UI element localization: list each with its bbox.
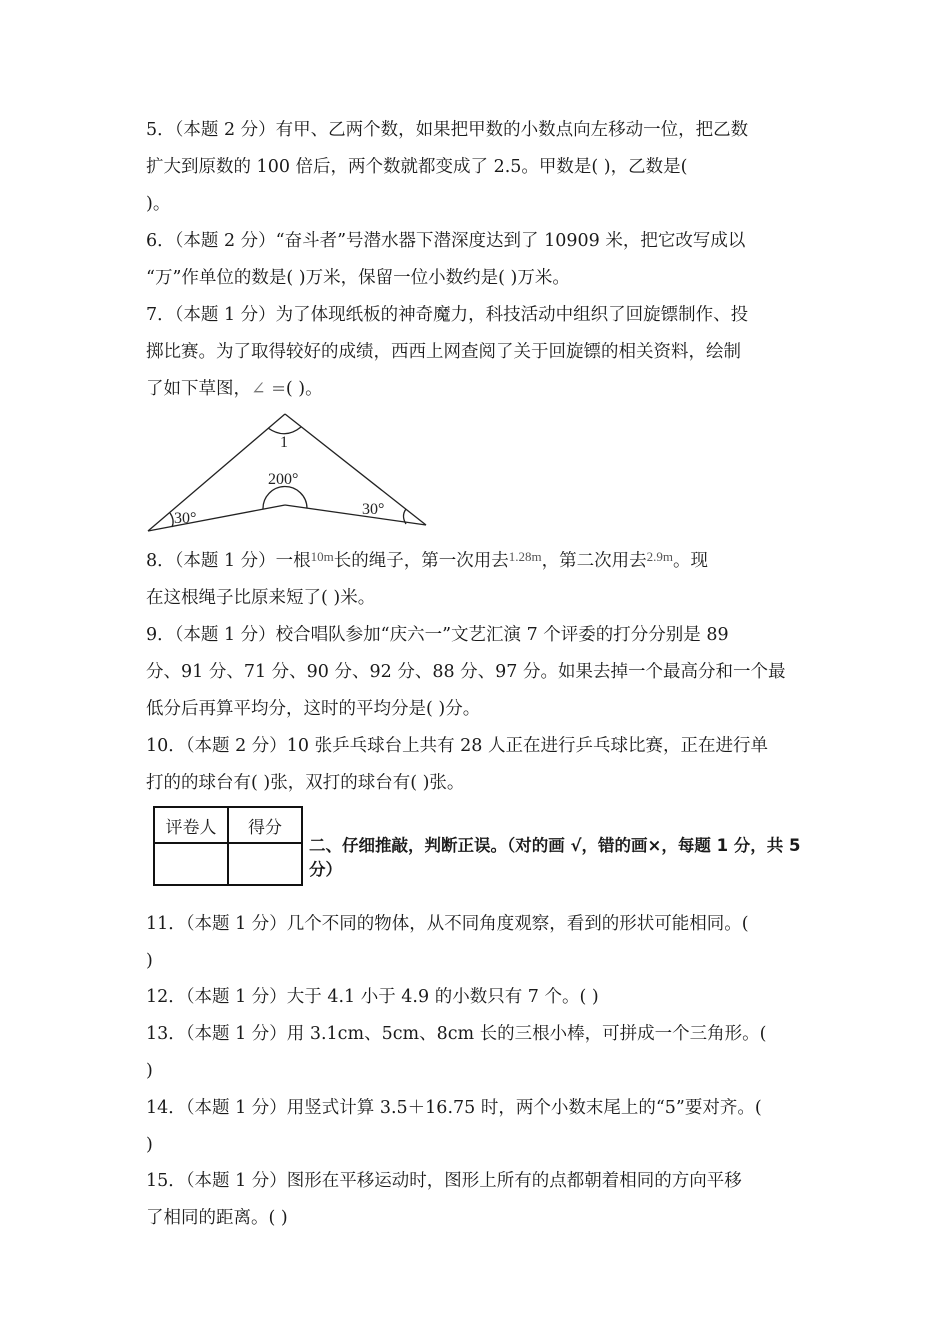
- q14-line-2: ): [146, 1135, 153, 1155]
- q13-line-2: ): [146, 1061, 153, 1081]
- q15-line-1: 15．（本题 1 分）图形在平移运动时，图形上所有的点都朝着相同的方向平移: [146, 1171, 742, 1191]
- q14-line-1: 14．（本题 1 分）用竖式计算 3.5＋16.75 时，两个小数末尾上的“5”要对齐。(: [146, 1098, 762, 1118]
- q7-answer-blank: ( )。: [285, 379, 323, 399]
- angle-30-left-label: 30°: [174, 510, 197, 527]
- section-2-title: 二、仔细推敲，判断正误。（对的画 √，错的画×，每题 1 分，共 5 分）: [309, 836, 801, 879]
- angle-200-label: 200°: [268, 471, 299, 488]
- score-table-header-score: 得分: [228, 807, 302, 843]
- q6-line-2: “万”作单位的数是( )万米，保留一位小数约是( )万米。: [146, 268, 570, 288]
- q11-line-1: 11．（本题 1 分）几个不同的物体，从不同角度观察，看到的形状可能相同。(: [146, 914, 749, 934]
- q7-line-3-text: 了如下草图，: [146, 379, 251, 399]
- q8-length-second: 2.9m: [646, 549, 674, 564]
- q10-line-1: 10．（本题 2 分）10 张乒乓球台上共有 28 人正在进行乒乓球比赛，正在进行单: [146, 736, 768, 756]
- q8-text-a: 8．（本题 1 分）一根: [146, 551, 311, 571]
- q5-line-2: 扩大到原数的 100 倍后，两个数就都变成了 2.5。甲数是( )，乙数是(: [146, 157, 688, 177]
- angle-30-right-label: 30°: [362, 501, 385, 518]
- q8-line-1: [146, 550, 708, 573]
- q6-line-1: 6．（本题 2 分）“奋斗者”号潜水器下潜深度达到了 10909 米，把它改写成以: [146, 231, 746, 251]
- angle-symbol: ∠ =: [251, 379, 286, 399]
- score-table-score-cell[interactable]: [228, 843, 302, 885]
- q8-text-c: ，第二次用去: [541, 551, 647, 571]
- q7-line-3: [146, 378, 323, 400]
- angle-30-left-arc: [170, 513, 173, 527]
- boomerang-left-edge: [148, 414, 285, 531]
- angle-1-arc: [268, 427, 301, 434]
- boomerang-diagram: [144, 410, 434, 535]
- q9-line-1: 9．（本题 1 分）校合唱队参加“庆六一”文艺汇演 7 个评委的打分分别是 89: [146, 625, 729, 645]
- q7-line-1: 7．（本题 1 分）为了体现纸板的神奇魔力，科技活动中组织了回旋镖制作、投: [146, 305, 749, 325]
- boomerang-inner-left-edge: [148, 505, 285, 531]
- q7-line-2: 掷比赛。为了取得较好的成绩，西西上网查阅了关于回旋镖的相关资料，绘制: [146, 342, 741, 362]
- angle-1-label: 1: [280, 434, 288, 451]
- q9-line-3: 低分后再算平均分，这时的平均分是( )分。: [146, 699, 481, 719]
- q13-line-1: 13．（本题 1 分）用 3.1cm、5cm、8cm 长的三根小棒，可拼成一个三角形。(: [146, 1024, 767, 1044]
- q12-line-1: 12．（本题 1 分）大于 4.1 小于 4.9 的小数只有 7 个。( ): [146, 987, 599, 1007]
- q11-line-2: ): [146, 951, 153, 971]
- q8-text-b: 长的绳子，第一次用去: [333, 551, 509, 571]
- q5-line-1: 5．（本题 2 分）有甲、乙两个数，如果把甲数的小数点向左移动一位，把乙数: [146, 120, 749, 140]
- q9-line-2: 分、91 分、71 分、90 分、92 分、88 分、97 分。如果去掉一个最高分和一个最: [146, 662, 786, 682]
- q15-line-2: 了相同的距离。( ): [146, 1208, 288, 1228]
- q8-line-2: 在这根绳子比原来短了( )米。: [146, 588, 376, 608]
- q10-line-2: 打的的球台有( )张，双打的球台有( )张。: [146, 773, 465, 793]
- score-table: [153, 806, 303, 886]
- q8-text-d: 。现: [673, 551, 709, 571]
- score-table-reviewer-cell[interactable]: [154, 843, 228, 885]
- q8-length-first: 1.28m: [508, 549, 542, 564]
- q8-length-total: 10m: [310, 549, 334, 564]
- score-table-header-reviewer: 评卷人: [154, 807, 228, 843]
- q5-line-3: )。: [146, 194, 171, 214]
